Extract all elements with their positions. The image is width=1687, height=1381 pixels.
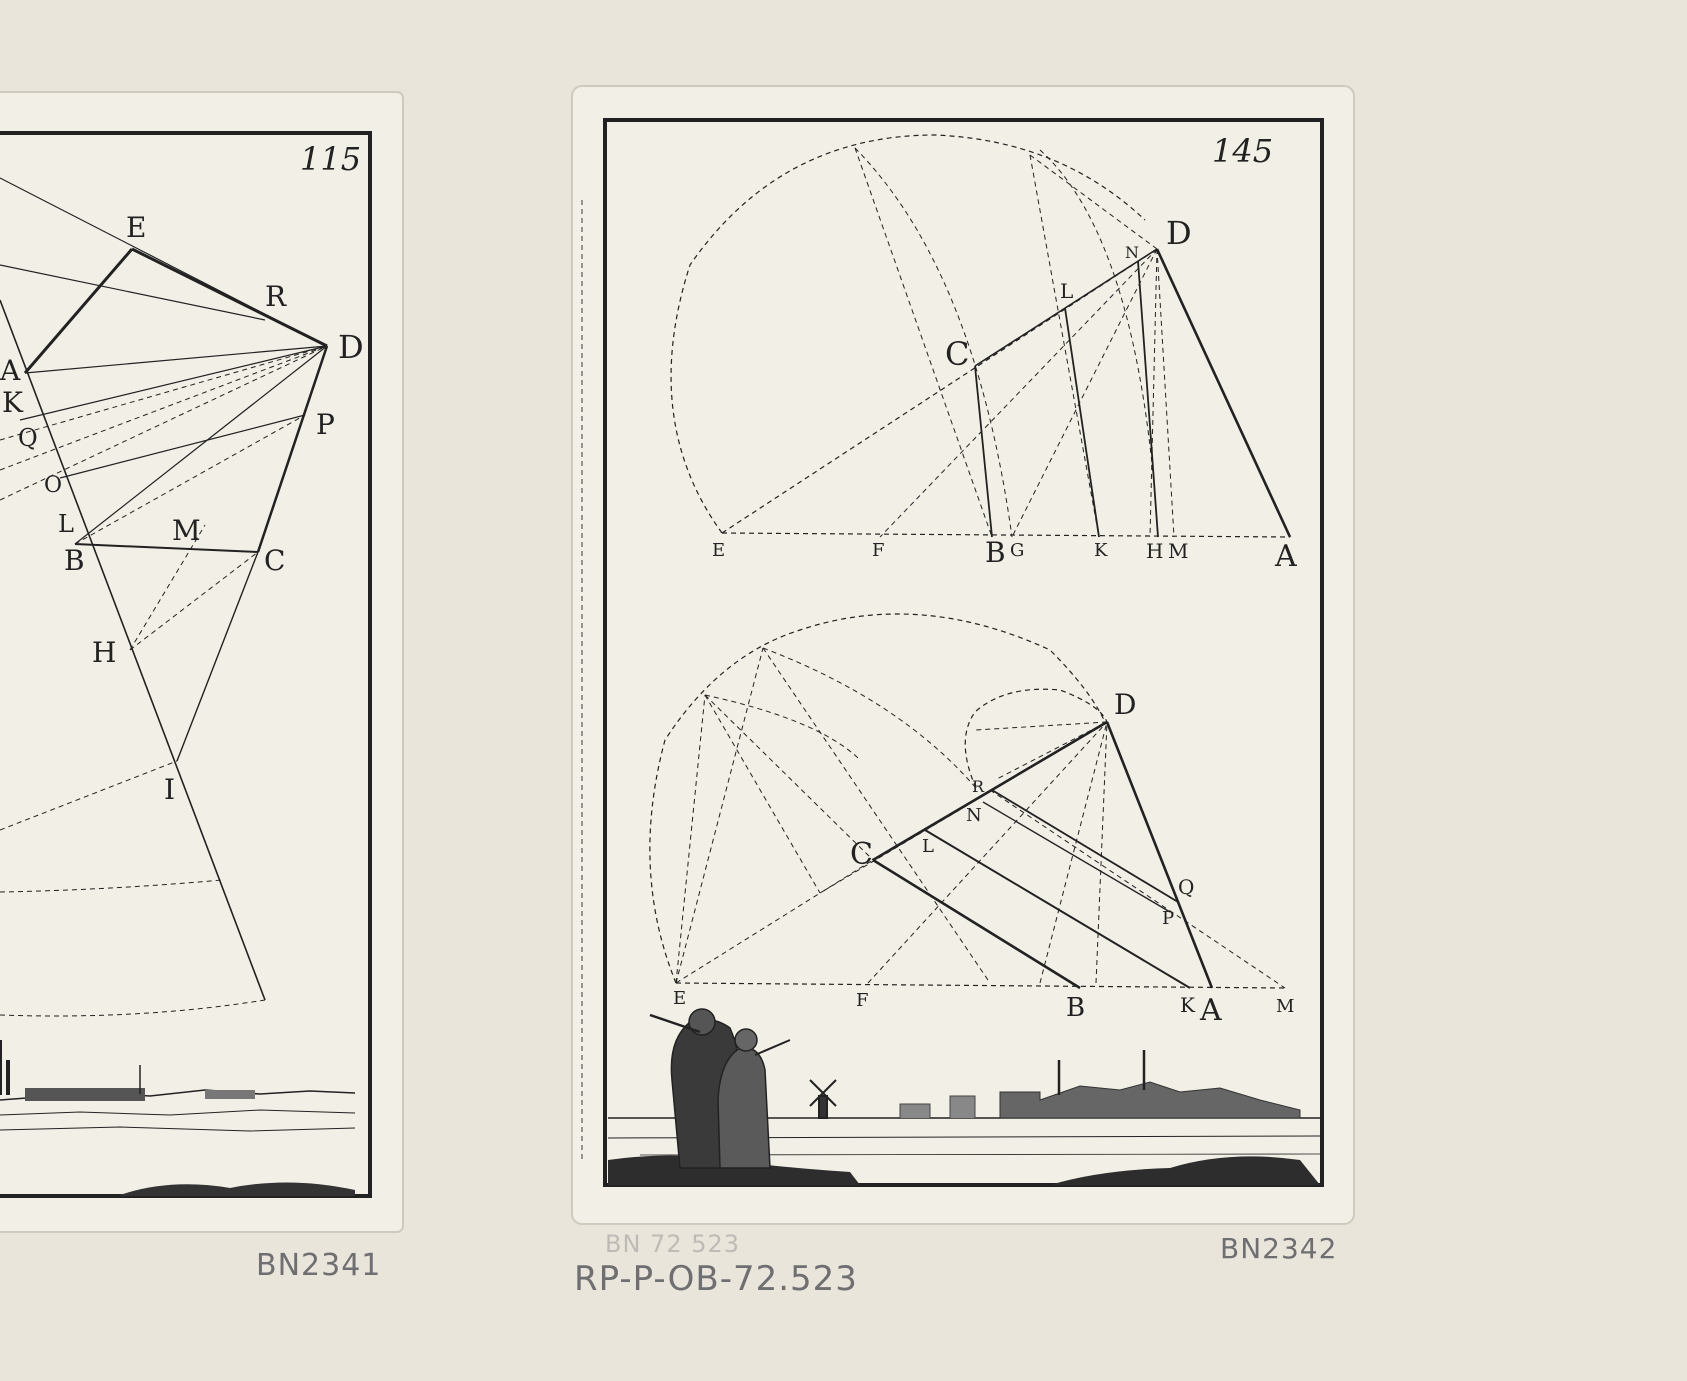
lower-label-a: A (1200, 993, 1222, 1028)
left-label-k: K (2, 386, 23, 419)
left-label-q: Q (18, 424, 38, 452)
left-plate-number: 115 (300, 140, 362, 178)
left-label-h: H (92, 636, 117, 669)
right-plate-mark: BN2342 (1220, 1232, 1338, 1265)
lower-label-p: P (1162, 908, 1175, 929)
lower-label-r: R (972, 777, 985, 796)
lower-label-e: E (673, 988, 687, 1009)
upper-label-d: D (1166, 214, 1192, 252)
upper-label-k: K (1094, 540, 1108, 561)
left-plate-mark: BN2341 (256, 1248, 382, 1283)
lower-label-q: Q (1178, 875, 1195, 899)
left-label-d: D (338, 328, 364, 366)
lower-label-n: N (966, 805, 982, 826)
lower-label-f: F (856, 990, 869, 1011)
upper-label-a: A (1275, 539, 1297, 574)
left-label-l: L (58, 510, 74, 538)
upper-label-h: H (1146, 539, 1164, 563)
upper-label-f: F (872, 540, 885, 561)
upper-label-c: C (945, 335, 970, 373)
lower-label-l: L (922, 836, 934, 857)
left-label-c: C (264, 544, 286, 577)
faint-stamp: BN 72 523 (605, 1230, 741, 1258)
upper-label-e: E (712, 540, 726, 561)
upper-label-g: G (1010, 540, 1025, 561)
upper-label-n: N (1125, 243, 1139, 262)
left-label-r: R (265, 280, 287, 313)
upper-label-m: M (1168, 539, 1189, 563)
lower-label-c: C (850, 837, 873, 872)
left-label-i: I (164, 773, 176, 806)
inventory-number: RP-P-OB-72.523 (574, 1259, 858, 1299)
upper-label-l: L (1060, 279, 1074, 303)
lower-label-m: M (1276, 996, 1295, 1017)
left-label-o: O (44, 473, 63, 498)
lower-label-b: B (1066, 993, 1086, 1023)
right-plate-number: 145 (1212, 132, 1274, 170)
left-label-a: A (0, 354, 21, 387)
upper-label-b: B (985, 536, 1006, 569)
lower-label-d: D (1114, 688, 1137, 721)
left-label-b: B (64, 544, 85, 577)
lower-label-k: K (1180, 993, 1195, 1017)
left-plate-paper (0, 92, 403, 1232)
left-label-e: E (126, 211, 147, 244)
left-label-m: M (172, 514, 201, 547)
left-label-p: P (316, 408, 335, 441)
